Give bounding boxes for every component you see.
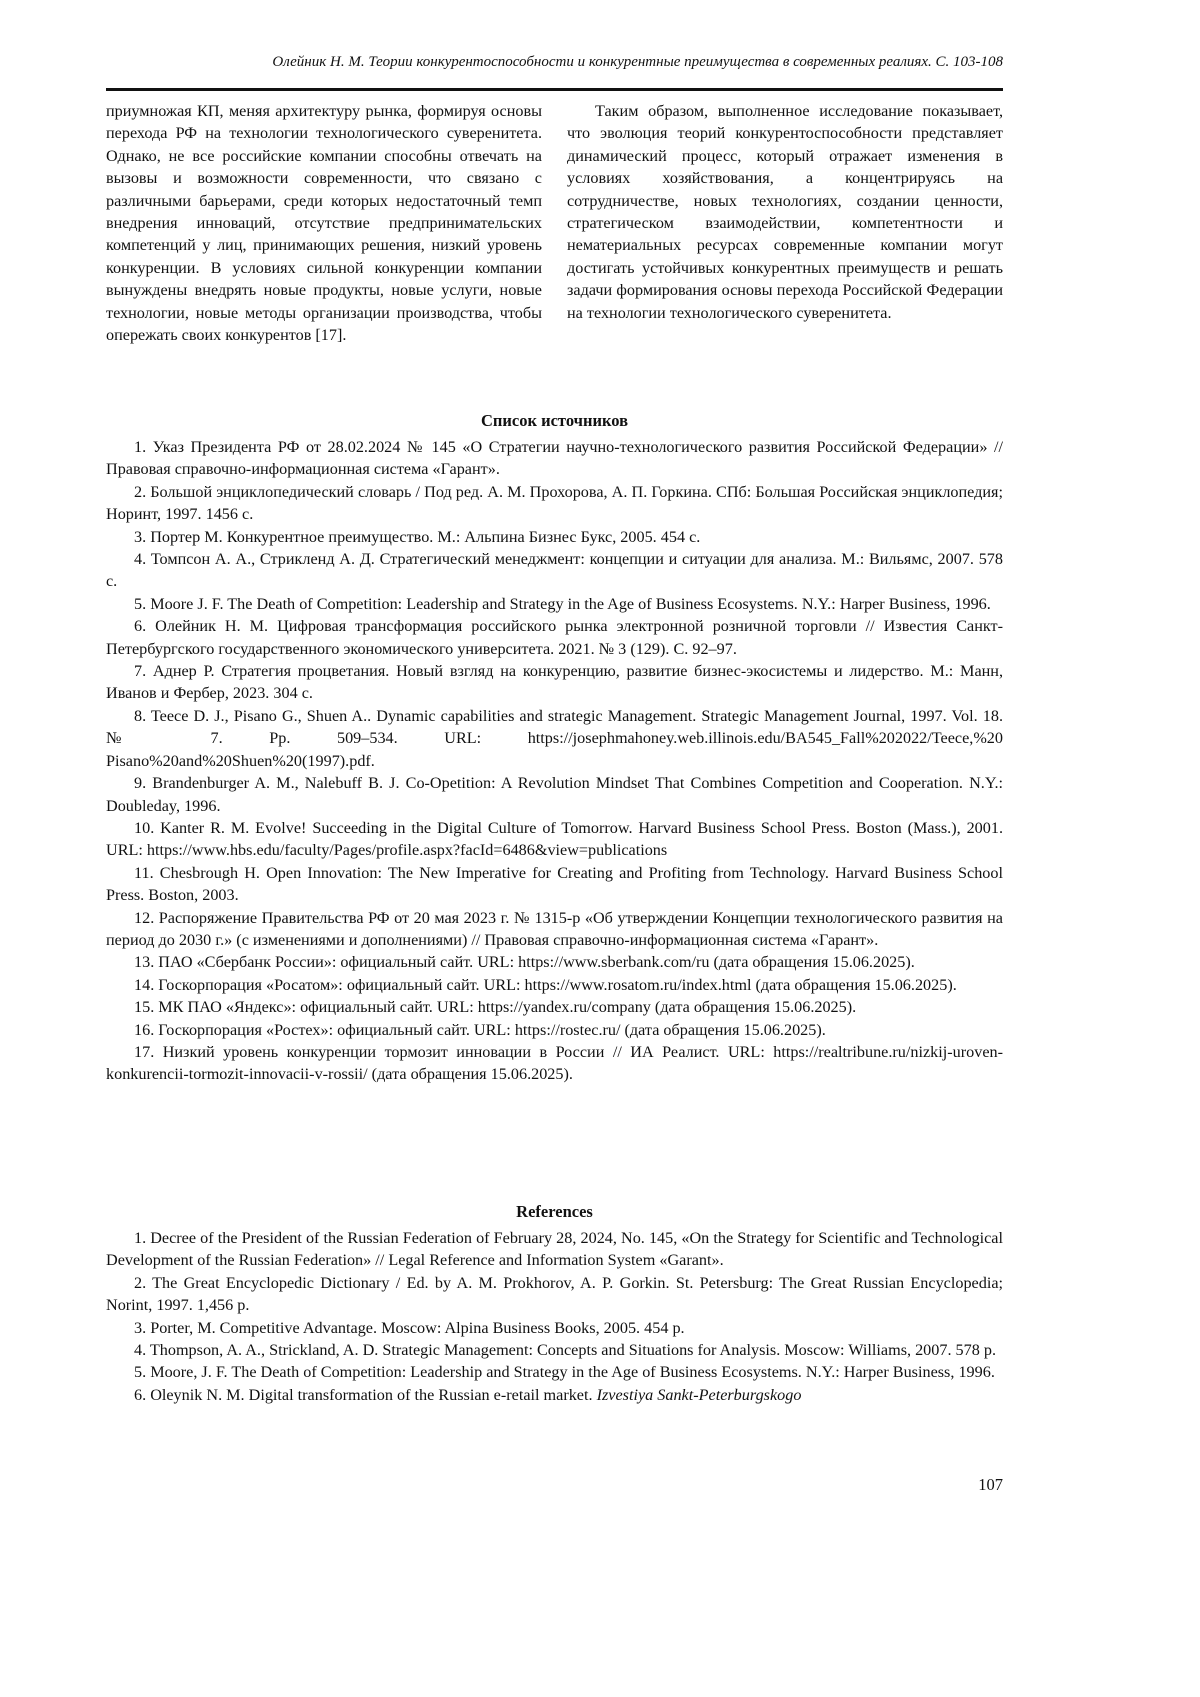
reference-item: 14. Госкорпорация «Росатом»: официальный сайт. URL: https://www.rosatom.ru/index.html (дата обращения 15.06.2025). [106,974,1003,996]
reference-text: 6. Oleynik N. M. Digital transformation of the Russian e-retail market. [134,1386,597,1404]
reference-item: 4. Томпсон А. А., Стрикленд А. Д. Стратегический менеджмент: концепции и ситуации для анализа. М.: Вильямс, 2007. 578 с. [106,548,1003,593]
reference-item: 1. Указ Президента РФ от 28.02.2024 № 145 «О Стратегии научно-технологического развития Российской Федерации» // Правовая справочно-информационная система «Гарант». [106,436,1003,481]
reference-item: 7. Аднер Р. Стратегия процветания. Новый взгляд на конкуренцию, развитие бизнес-экосистемы и лидерство. М.: Манн, Иванов и Фербер, 2023. 304 с. [106,660,1003,705]
reference-item: 2. Большой энциклопедический словарь / Под ред. А. М. Прохорова, А. П. Горкина. СПб: Большая Российская энциклопедия; Норинт, 1997. 1456 с. [106,481,1003,526]
reference-item: 2. The Great Encyclopedic Dictionary / Ed. by A. M. Prokhorov, A. P. Gorkin. St. Petersburg: The Great Russian Encyclopedia; Norint, 1997. 1,456 p. [106,1272,1003,1317]
page-number: 107 [960,1475,1003,1495]
reference-item: 8. Teece D. J., Pisano G., Shuen A.. Dynamic capabilities and strategic Management. Strategic Management Journal, 1997. Vol. 18. № 7. Pp. 509–534. URL: https://josephmahoney.web.illinois.edu/BA545_Fall%202022/Teece,%20 Pisano%20and%20Shuen%20(1997).pdf. [106,705,1003,772]
reference-item: 3. Портер М. Конкурентное преимущество. М.: Альпина Бизнес Букс, 2005. 454 с. [106,526,1003,548]
running-header: Олейник Н. М. Теории конкурентоспособности и конкурентные преимущества в современных реалиях. С. 103-108 [106,54,1003,71]
reference-item: 9. Brandenburger A. M., Nalebuff B. J. Co-Opetition: A Revolution Mindset That Combines Competition and Cooperation. N.Y.: Doubleday, 1996. [106,772,1003,817]
reference-item [106,1384,1003,1406]
body-paragraph: приумножая КП, меняя архитектуру рынка, формируя основы перехода РФ на технологии технологического суверенитета. Однако, не все российские компании способны отвечать на вызовы и возможности современности, что связано с различными барьерами, среди которых недостаточный темп внедрения инноваций, отсутствие предпринимательских компетенций у лиц, принимающих решения, низкий уровень конкуренции. В условиях сильной конкуренции компании вынуждены внедрять новые продукты, новые услуги, новые технологии, новые методы организации производства, чтобы опережать своих конкурентов [17]. [106,100,542,346]
body-columns [106,100,1003,346]
reference-item: 5. Moore J. F. The Death of Competition: Leadership and Strategy in the Age of Business Ecosystems. N.Y.: Harper Business, 1996. [106,593,1003,615]
reference-item: 16. Госкорпорация «Ростех»: официальный сайт. URL: https://rostec.ru/ (дата обращения 15.06.2025). [106,1019,1003,1041]
left-column [106,100,542,346]
reference-item: 17. Низкий уровень конкуренции тормозит инновации в России // ИА Реалист. URL: https://realtribune.ru/nizkij-uroven-konkurencii-tormozit-innovacii-v-rossii/ (дата обращения 15.06.2025). [106,1041,1003,1086]
header-rule [106,88,1003,91]
references-list [106,1227,1003,1384]
sources-list [106,436,1003,1086]
references-heading: References [106,1201,1003,1223]
right-column [567,100,1003,346]
sources-section [106,410,1003,1086]
reference-item: 13. ПАО «Сбербанк России»: официальный сайт. URL: https://www.sberbank.com/ru (дата обращения 15.06.2025). [106,951,1003,973]
reference-item: 5. Moore, J. F. The Death of Competition: Leadership and Strategy in the Age of Business Ecosystems. N.Y.: Harper Business, 1996. [106,1361,1003,1383]
reference-item: 15. МК ПАО «Яндекс»: официальный сайт. URL: https://yandex.ru/company (дата обращения 15.06.2025). [106,996,1003,1018]
body-paragraph: Таким образом, выполненное исследование показывает, что эволюция теорий конкурентоспособности представляет динамический процесс, который отражает изменения в условиях хозяйствования, а концентрируясь на сотрудничестве, новых технологиях, создании ценности, стратегическом взаимодействии, компетентности и нематериальных ресурсах современные компании могут достигать устойчивых конкурентных преимуществ и решать задачи формирования основы перехода Российской Федерации на технологии технологического суверенитета. [567,100,1003,324]
reference-item: 4. Thompson, A. A., Strickland, A. D. Strategic Management: Concepts and Situations for Analysis. Moscow: Williams, 2007. 578 p. [106,1339,1003,1361]
reference-item: 11. Chesbrough H. Open Innovation: The New Imperative for Creating and Profiting from Technology. Harvard Business School Press. Boston, 2003. [106,862,1003,907]
reference-item: 6. Олейник Н. М. Цифровая трансформация российского рынка электронной розничной торговли // Известия Санкт-Петербургского государственного экономического университета. 2021. № 3 (129). С. 92–97. [106,615,1003,660]
reference-item: 12. Распоряжение Правительства РФ от 20 мая 2023 г. № 1315-р «Об утверждении Концепции технологического развития на период до 2030 г.» (с изменениями и дополнениями) // Правовая справочно-информационная система «Гарант». [106,907,1003,952]
sources-heading: Список источников [106,410,1003,432]
references-section [106,1201,1003,1406]
reference-item: 10. Kanter R. M. Evolve! Succeeding in the Digital Culture of Tomorrow. Harvard Business School Press. Boston (Mass.), 2001. URL: https://www.hbs.edu/faculty/Pages/profile.aspx?facId=6486&view=publications [106,817,1003,862]
reference-item: 3. Porter, M. Competitive Advantage. Moscow: Alpina Business Books, 2005. 454 p. [106,1317,1003,1339]
reference-item: 1. Decree of the President of the Russian Federation of February 28, 2024, No. 145, «On the Strategy for Scientific and Technological Development of the Russian Federation» // Legal Reference and Information System «Garant». [106,1227,1003,1272]
reference-journal: Izvestiya Sankt-Peterburgskogo [597,1386,802,1404]
